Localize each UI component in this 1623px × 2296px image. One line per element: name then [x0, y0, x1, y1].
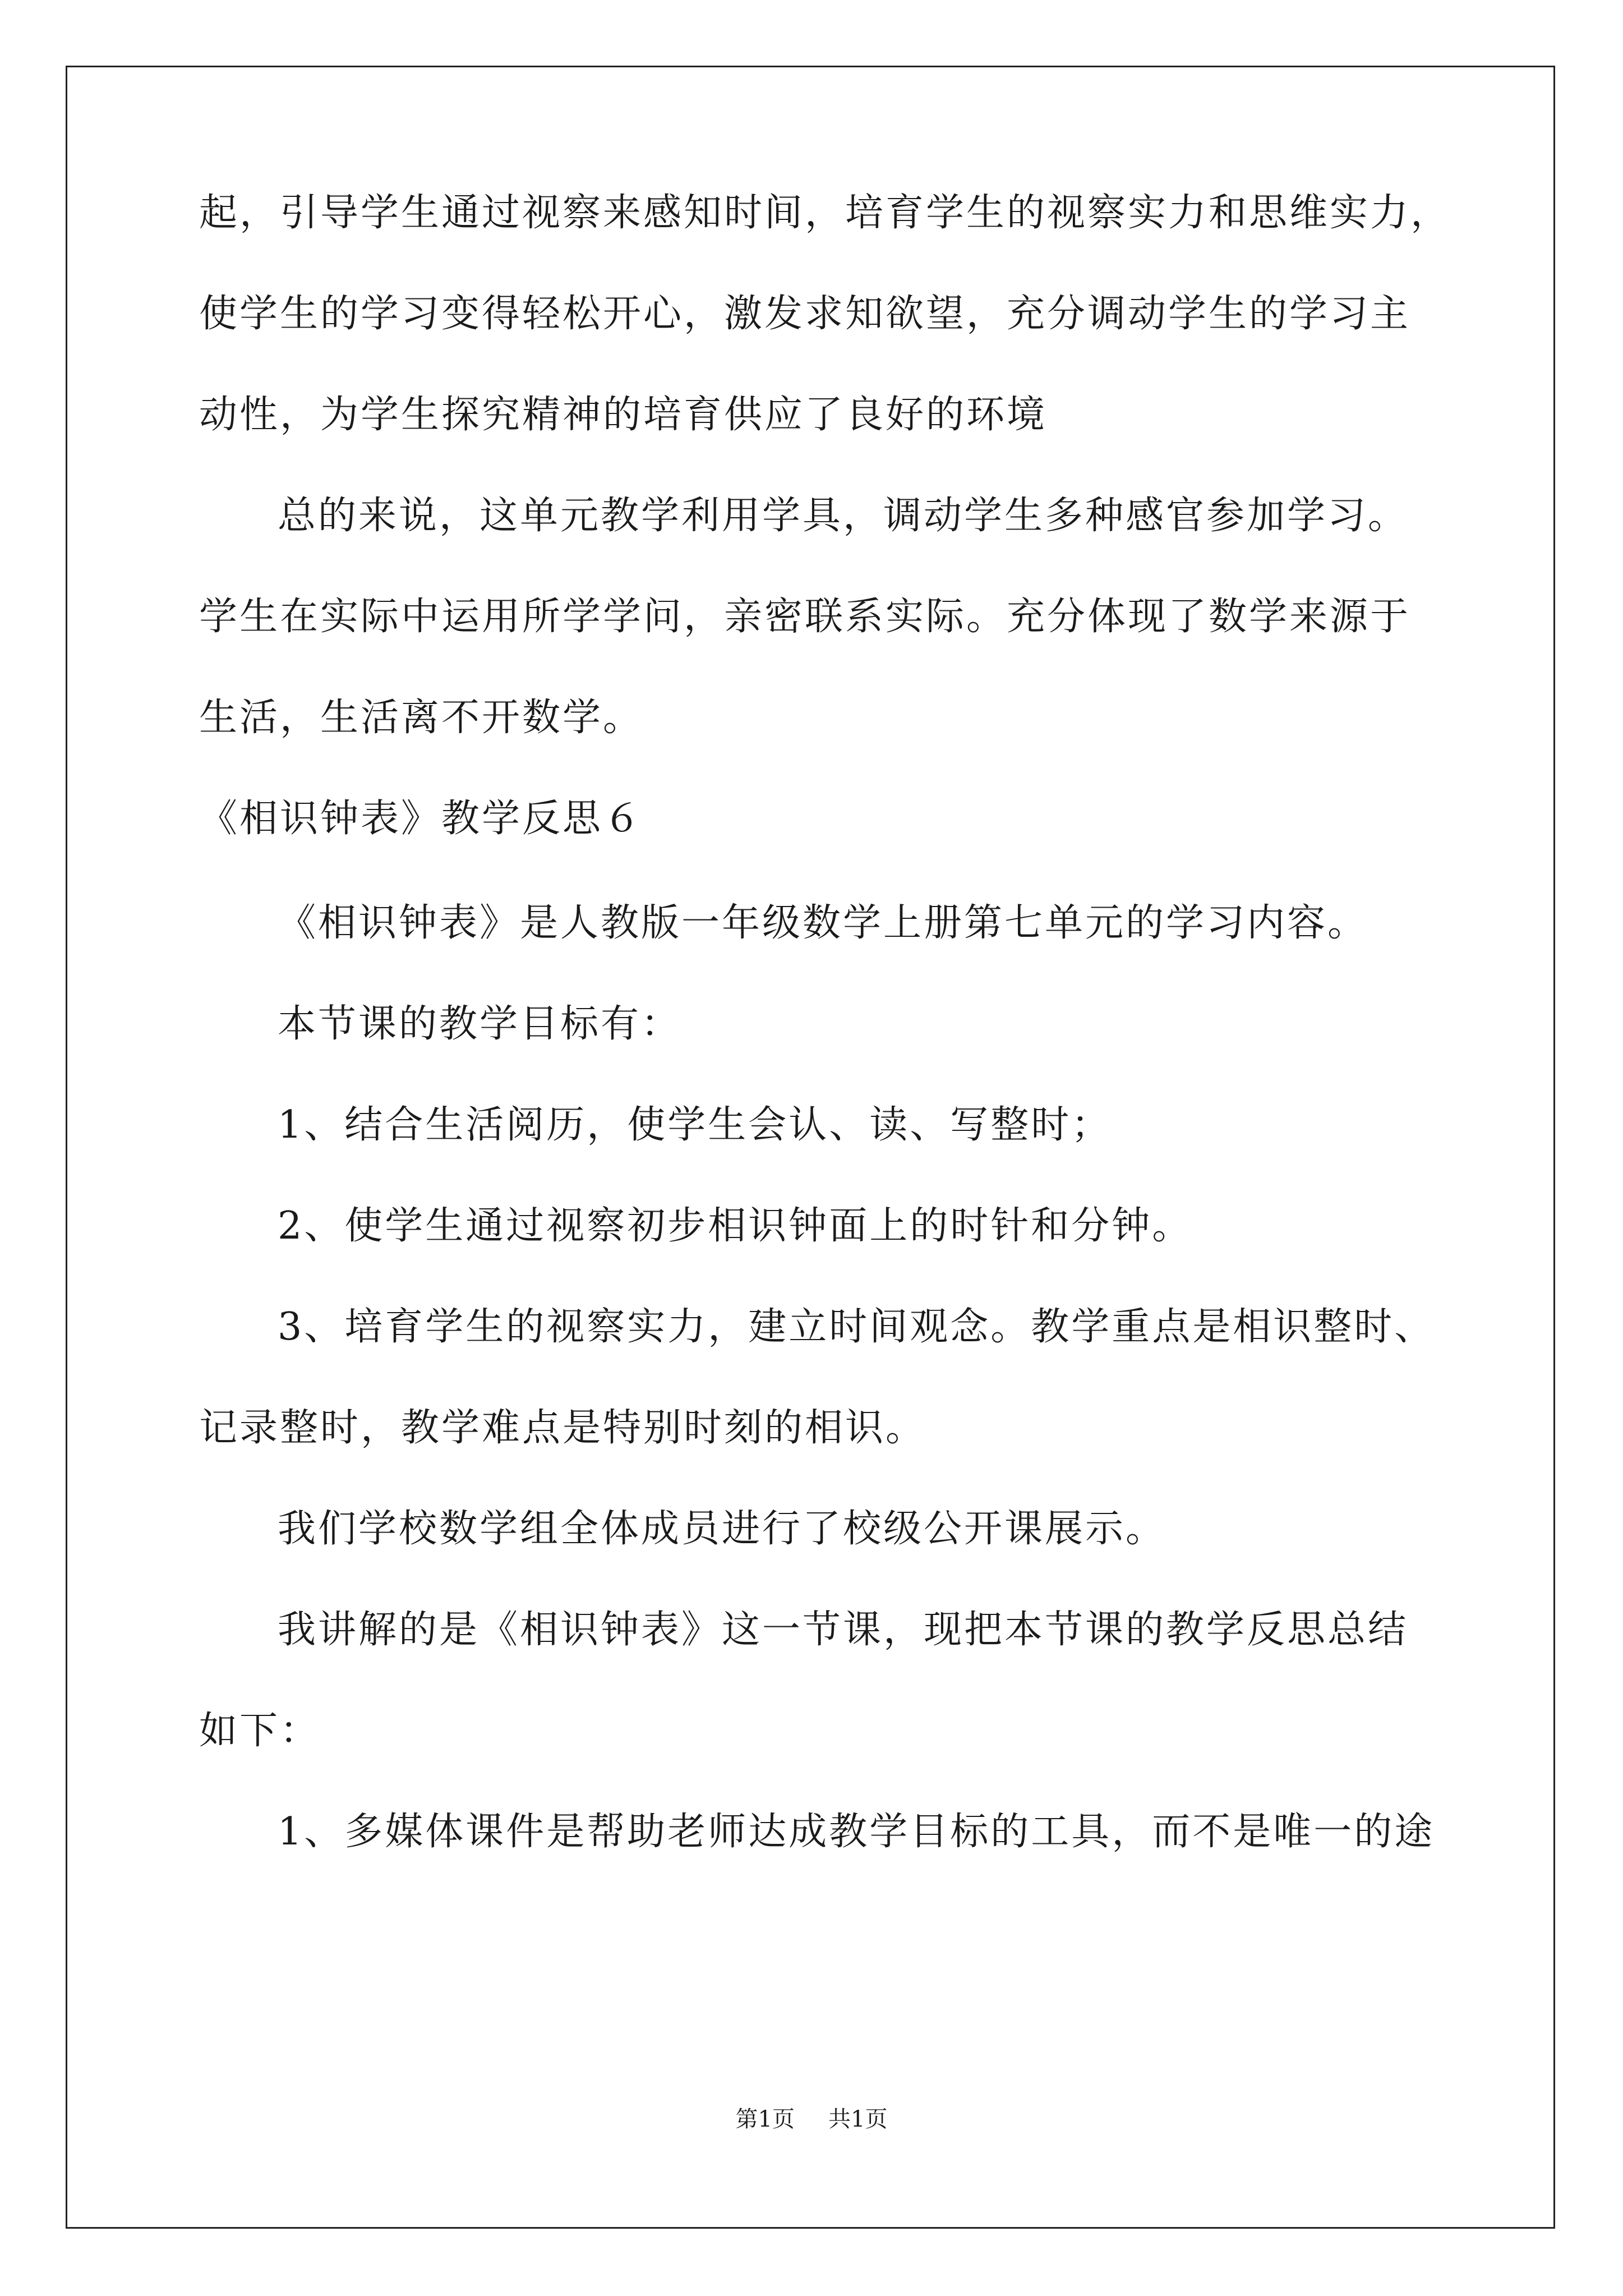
- text-line: 本节课的教学目标有：: [278, 1002, 682, 1046]
- list-item: 2、使学生通过视察初步相识钟面上的时针和分钟。: [278, 1204, 1193, 1248]
- text-line: 我讲解的是《相识钟表》这一节课，现把本节课的教学反思总结: [278, 1608, 1409, 1652]
- section-heading: 《相识钟表》教学反思６: [199, 797, 644, 841]
- text-line: 起，引导学生通过视察来感知时间，培育学生的视察实力和思维实力，: [199, 191, 1451, 235]
- text-line: 如下：: [199, 1709, 321, 1753]
- text-line: 记录整时，教学难点是特别时刻的相识。: [199, 1406, 926, 1450]
- list-item: 1、多媒体课件是帮助老师达成教学目标的工具，而不是唯一的途: [278, 1810, 1435, 1854]
- page-number-total: 共1页: [828, 2106, 888, 2132]
- text-line: 生活，生活离不开数学。: [199, 696, 644, 740]
- text-line: 我们学校数学组全体成员进行了校级公开课展示。: [278, 1507, 1166, 1551]
- text-line: 总的来说，这单元教学利用学具，调动学生多种感官参加学习。: [278, 494, 1409, 538]
- text-line: 学生在实际中运用所学学问，亲密联系实际。充分体现了数学来源于: [199, 595, 1411, 639]
- text-line: 动性，为学生探究精神的培育供应了良好的环境: [199, 393, 1048, 437]
- text-line: 使学生的学习变得轻松开心，激发求知欲望，充分调动学生的学习主: [199, 292, 1411, 336]
- list-item: 3、培育学生的视察实力，建立时间观念。教学重点是相识整时、: [278, 1305, 1435, 1349]
- page-footer: [0, 2102, 1623, 2136]
- list-item: 1、结合生活阅历，使学生会认、读、写整时；: [278, 1103, 1112, 1147]
- text-line: 《相识钟表》是人教版一年级数学上册第七单元的学习内容。: [278, 901, 1368, 945]
- page-number-current: 第1页: [735, 2106, 795, 2132]
- document-body: [199, 188, 1451, 1908]
